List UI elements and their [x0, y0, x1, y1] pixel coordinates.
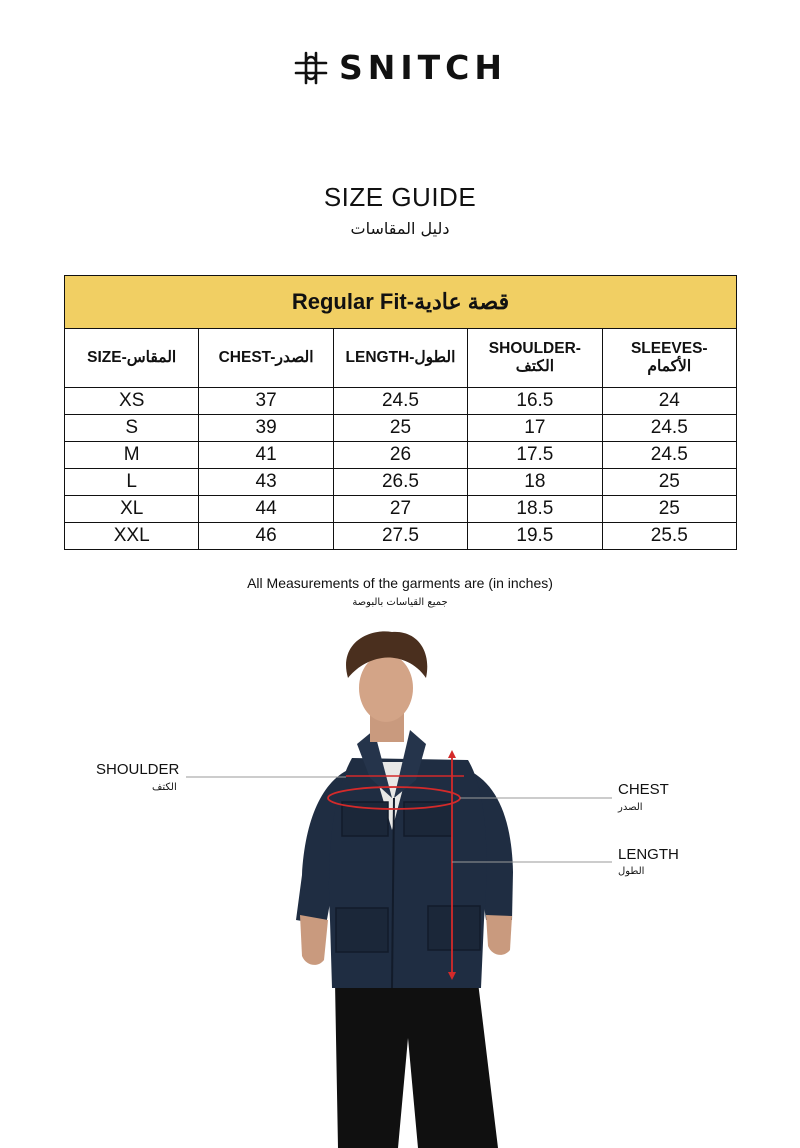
- sleeves-cell: 25: [602, 469, 736, 496]
- column-header-length-en: LENGTH-: [345, 349, 415, 366]
- sleeves-cell: 24.5: [602, 415, 736, 442]
- column-header-size: [65, 329, 199, 388]
- measurement-note-arabic: جميع القياسات بالبوصة: [352, 597, 448, 608]
- brand-logo: [0, 48, 800, 87]
- length-cell: 27: [333, 496, 467, 523]
- left-hand: [300, 915, 328, 965]
- shoulder-cell: 17.5: [468, 442, 602, 469]
- size-table: [64, 275, 737, 550]
- column-header-sleeves: [602, 329, 736, 388]
- face: [359, 654, 413, 722]
- measurement-note: All Measurements of the garments are (in inches): [247, 575, 553, 591]
- column-header-chest-ar: الصدر: [275, 349, 314, 366]
- column-header-chest: [199, 329, 333, 388]
- sleeves-cell: 24: [602, 388, 736, 415]
- size-cell: XS: [65, 388, 199, 415]
- column-header-sleeves-en: SLEEVES-: [630, 340, 708, 357]
- page-title-arabic: دليل المقاسات: [350, 219, 450, 238]
- column-header-length-ar: الطول: [414, 349, 456, 366]
- table-row: [65, 388, 737, 415]
- size-cell: XL: [65, 496, 199, 523]
- sleeves-cell: 25.5: [602, 523, 736, 550]
- right-hand: [486, 915, 512, 955]
- size-cell: M: [65, 442, 199, 469]
- column-header-length: [333, 329, 467, 388]
- table-row: [65, 469, 737, 496]
- column-header-shoulder-ar: الكتف: [515, 358, 555, 375]
- chest-label: CHEST: [618, 781, 669, 798]
- chest-cell: 46: [199, 523, 333, 550]
- chest-cell: 39: [199, 415, 333, 442]
- shoulder-cell: 19.5: [468, 523, 602, 550]
- size-cell: S: [65, 415, 199, 442]
- column-header-shoulder: [468, 329, 602, 388]
- table-row: [65, 496, 737, 523]
- length-cell: 25: [333, 415, 467, 442]
- page-title: SIZE GUIDE: [323, 182, 477, 212]
- table-row: [65, 523, 737, 550]
- length-label: LENGTH: [618, 846, 679, 863]
- chest-cell: 44: [199, 496, 333, 523]
- brand-name: SNITCH: [338, 48, 507, 87]
- chest-cell: 43: [199, 469, 333, 496]
- length-cell: 27.5: [333, 523, 467, 550]
- column-header-size-ar: المقاس: [126, 349, 177, 366]
- column-header-shoulder-en: SHOULDER-: [488, 340, 581, 357]
- length-cell: 24.5: [333, 388, 467, 415]
- chest-cell: 41: [199, 442, 333, 469]
- length-cell: 26.5: [333, 469, 467, 496]
- size-cell: XXL: [65, 523, 199, 550]
- length-label-arabic: الطول: [618, 866, 645, 877]
- table-row: [65, 415, 737, 442]
- model-illustration: [0, 620, 800, 1148]
- model-figure: [0, 620, 800, 1148]
- trousers: [335, 982, 498, 1148]
- sleeves-cell: 25: [602, 496, 736, 523]
- table-row: [65, 442, 737, 469]
- sleeves-cell: 24.5: [602, 442, 736, 469]
- column-header-row: [65, 329, 737, 388]
- chest-label-arabic: الصدر: [618, 802, 643, 813]
- fit-label: Regular Fit-قصة عادية: [65, 276, 737, 329]
- shoulder-cell: 17: [468, 415, 602, 442]
- column-header-sleeves-ar: الأكمام: [647, 358, 692, 375]
- size-cell: L: [65, 469, 199, 496]
- chest-cell: 37: [199, 388, 333, 415]
- column-header-chest-en: CHEST-: [218, 349, 276, 366]
- shoulder-label: SHOULDER: [96, 761, 180, 778]
- jacket: [329, 758, 487, 988]
- fit-header-row: [65, 276, 737, 329]
- shoulder-cell: 16.5: [468, 388, 602, 415]
- shoulder-label-arabic: الكتف: [152, 782, 177, 793]
- column-header-size-en: SIZE-: [87, 349, 127, 366]
- shoulder-cell: 18.5: [468, 496, 602, 523]
- shoulder-cell: 18: [468, 469, 602, 496]
- hashtag-logo-icon: [293, 50, 329, 86]
- length-cell: 26: [333, 442, 467, 469]
